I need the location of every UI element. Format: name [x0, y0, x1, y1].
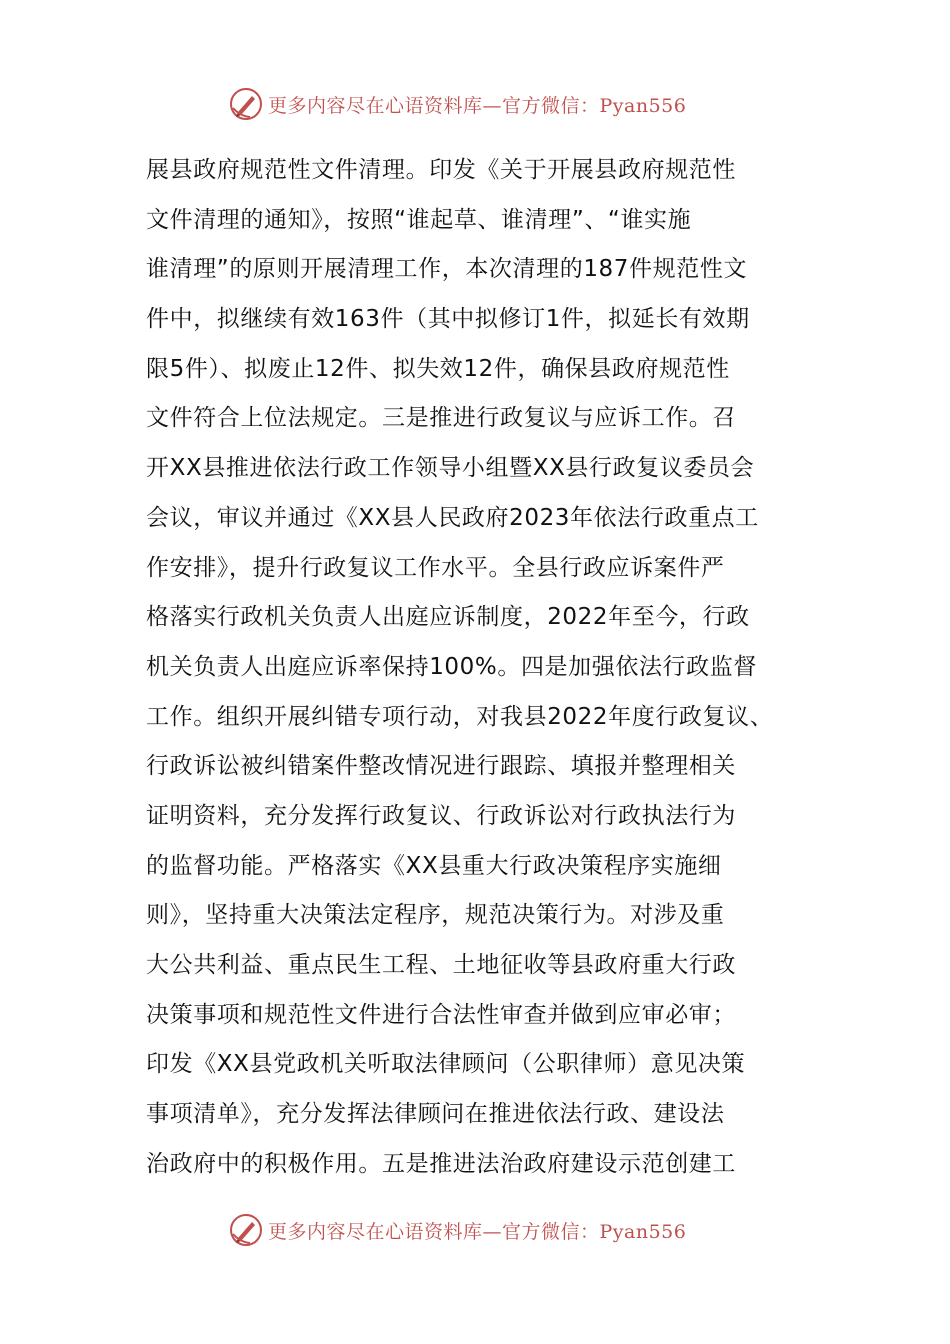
body-line: 治政府中的积极作用。五是推进法治政府建设示范创建工 — [146, 1150, 736, 1177]
footer-banner-text: 更多内容尽在心语资料库—官方微信：Pyan556 — [268, 1220, 687, 1243]
body-line: 会议，审议并通过《XX县人民政府2023年依法行政重点工 — [146, 504, 759, 531]
body-line: 文件清理的通知》，按照“谁起草、谁清理”、“谁实施 — [146, 206, 692, 233]
body-line: 工作。组织开展纠错专项行动，对我县2022年度行政复议、 — [146, 703, 774, 730]
body-line: 行政诉讼被纠错案件整改情况进行跟踪、填报并整理相关 — [146, 753, 736, 780]
body-line: 格落实行政机关负责人出庭应诉制度，2022年至今，行政 — [146, 604, 750, 631]
body-line: 大公共利益、重点民生工程、土地征收等县政府重大行政 — [146, 952, 736, 978]
header-banner-text: 更多内容尽在心语资料库—官方微信：Pyan556 — [268, 94, 687, 117]
document-body — [146, 146, 826, 1189]
body-line: 谁清理”的原则开展清理工作，本次清理的187件规范性文 — [146, 256, 748, 283]
footer-banner — [228, 1208, 748, 1252]
body-line: 件中，拟继续有效163件（其中拟修订1件，拟延长有效期 — [146, 306, 750, 333]
pen-seal-icon — [228, 86, 264, 122]
body-line: 证明资料，充分发挥行政复议、行政诉讼对行政执法行为 — [146, 802, 736, 829]
body-line: 限5件）、拟废止12件、拟失效12件，确保县政府规范性 — [146, 355, 730, 382]
body-line: 开XX县推进依法行政工作领导小组暨XX县行政复议委员会 — [146, 455, 755, 482]
pen-seal-icon — [228, 1212, 264, 1248]
body-line: 机关负责人出庭应诉率保持100%。四是加强依法行政监督 — [146, 653, 757, 680]
body-line: 文件符合上位法规定。三是推进行政复议与应诉工作。召 — [146, 405, 736, 432]
body-line: 事项清单》，充分发挥法律顾问在推进依法行政、建设法 — [146, 1101, 725, 1128]
body-line: 展县政府规范性文件清理。印发《关于开展县政府规范性 — [146, 157, 736, 183]
header-banner — [228, 82, 748, 126]
body-line: 印发《XX县党政机关听取法律顾问（公职律师）意见决策 — [146, 1051, 746, 1078]
body-line: 则》，坚持重大决策法定程序，规范决策行为。对涉及重 — [146, 902, 725, 929]
body-line: 的监督功能。严格落实《XX县重大行政决策程序实施细 — [146, 852, 722, 879]
body-line: 作安排》，提升行政复议工作水平。全县行政应诉案件严 — [146, 554, 725, 581]
body-line: 决策事项和规范性文件进行合法性审查并做到应审必审； — [146, 1001, 736, 1028]
